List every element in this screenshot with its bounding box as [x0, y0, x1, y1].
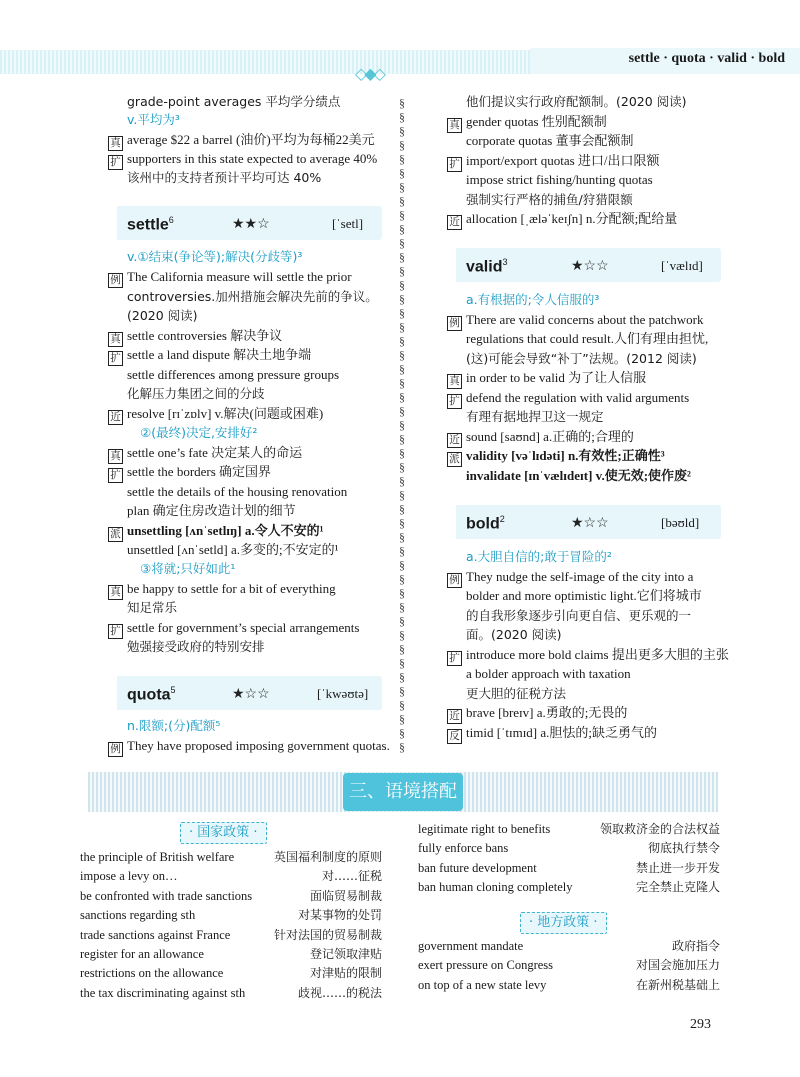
- tag-near: 近: [447, 215, 462, 230]
- example: 例 There are valid concerns about the patchwork: [447, 310, 704, 331]
- tag-real: 真: [108, 449, 123, 464]
- phrase-en: the tax discriminating against sth: [80, 985, 246, 1000]
- example-source: (2020 阅读): [127, 308, 198, 323]
- phrase-row: [80, 867, 382, 886]
- tag-ex: 例: [108, 273, 123, 288]
- phonetic: [ˈsetl]: [332, 216, 364, 231]
- phrase-row: [80, 906, 382, 925]
- entry-line: 扩 defend the regulation with valid arguments: [447, 388, 689, 409]
- phrase-cn: 对津贴的限制: [309, 966, 382, 981]
- category-tag: · 地方政策 ·: [520, 912, 607, 934]
- example: 例 The California measure will settle the prior: [108, 267, 352, 288]
- example: 例 They nudge the self-image of the city into a: [447, 567, 693, 588]
- phrase-cn: 完全禁止克隆人: [635, 880, 720, 895]
- phrase-row: [80, 887, 382, 906]
- phrase-cn: 登记领取津贴: [309, 947, 382, 961]
- word-box-settle: [117, 206, 382, 240]
- column-divider: § § § § § § § § § § § § § § § § § § § § § § § § § § § § § § § § § § § § § § § § § § § § § § §: [399, 96, 405, 754]
- entry-line: 扩 introduce more bold claims 提出更多大胆的主张: [447, 645, 729, 666]
- section-title: 三、语境搭配: [343, 773, 463, 811]
- headword: settle$^6$: [127, 215, 174, 234]
- phrase-row: [418, 859, 720, 878]
- entry-line: plan 确定住房改造计划的细节: [127, 503, 296, 518]
- tag-ext: 扩: [108, 351, 123, 366]
- tag-real: 真: [108, 136, 123, 151]
- phrase-cn: 政府指令: [671, 939, 720, 953]
- tag-ext: 扩: [108, 624, 123, 639]
- entry-line: 更大胆的征税方法: [466, 686, 567, 701]
- phrase-row: [418, 937, 720, 956]
- frequency-stars: ★☆☆: [571, 259, 609, 274]
- phrase-list-right-2: [418, 937, 720, 997]
- phrase-cn: 对国会施加压力: [635, 958, 720, 973]
- phrase-cn: 彻底执行禁令: [647, 841, 720, 856]
- entry-line: impose strict fishing/hunting quotas: [466, 172, 653, 187]
- entry-line: 强制实行严格的捕鱼/狩猎限额: [466, 192, 633, 207]
- tag-ext: 扩: [108, 468, 123, 483]
- phrase-en: impose a levy on…: [80, 869, 178, 884]
- phrase-en: register for an allowance: [80, 947, 204, 961]
- definition: n.限额;(分)配额⁵: [127, 718, 221, 733]
- tag-real: 真: [447, 118, 462, 133]
- phrase-row: [80, 984, 382, 1003]
- phrase-en: ban future development: [418, 860, 537, 875]
- tag-ex: 例: [108, 742, 123, 757]
- headword: bold$^2$: [466, 514, 505, 533]
- phonetic: [bəʊld]: [661, 515, 700, 530]
- phrase-cn: 针对法国的贸易制裁: [273, 927, 382, 942]
- phrase-row: [418, 976, 720, 995]
- entry-line: 真 settle one’s fate 决定某人的命运: [108, 443, 302, 464]
- entry-line: corporate quotas 董事会配额制: [466, 133, 634, 148]
- phrase-row: [418, 956, 720, 975]
- entry-line: 近 allocation [ˌæləˈkeɪʃn] n.分配额;配给量: [447, 209, 677, 230]
- phrase-en: government mandate: [418, 939, 524, 953]
- header-title: settle · quota · valid · bold: [628, 51, 785, 66]
- example: bolder and more optimistic light.它们将城市: [466, 588, 702, 603]
- tag-ext: 扩: [447, 651, 462, 666]
- entry-line: 近 resolve [rɪˈzɒlv] v.解决(问题或困难): [108, 404, 323, 425]
- tag-real: 真: [108, 585, 123, 600]
- entry-line: 真 average $22 a barrel (油价)平均为每桶22美元: [108, 130, 375, 151]
- headword: valid$^3$: [466, 257, 508, 276]
- example: 面。(2020 阅读): [466, 627, 562, 642]
- headword: quota$^5$: [127, 685, 176, 704]
- example: regulations that could result.人们有理由担忧,: [466, 331, 709, 346]
- entry-line: 化解压力集团之间的分歧: [127, 386, 265, 401]
- phrase-en: exert pressure on Congress: [418, 958, 554, 973]
- example: 的自我形象逐步引向更自信、更乐观的一: [466, 608, 692, 623]
- frequency-stars: ★☆☆: [232, 687, 270, 702]
- phrase-row: [80, 848, 382, 867]
- entry-line: 反 timid [ˈtɪmɪd] a.胆怯的;缺乏勇气的: [447, 723, 657, 744]
- definition: ②(最终)决定,安排好²: [140, 425, 258, 440]
- phrase-row: [80, 926, 382, 945]
- tag-ext: 扩: [108, 155, 123, 170]
- entry-line: 勉强接受政府的特别安排: [127, 639, 265, 654]
- definition: v.①结束(争论等);解决(分歧等)³: [127, 249, 303, 264]
- entry-line: 真 settle controversies 解决争议: [108, 326, 282, 347]
- phrase-cn: 面临贸易制裁: [309, 888, 382, 903]
- word-box-quota: [117, 676, 382, 710]
- phrase-en: ban human cloning completely: [418, 880, 573, 895]
- entry-line: 派 validity [vəˈlɪdəti] n.有效性;正确性³: [447, 446, 665, 467]
- phrase-row: [418, 839, 720, 858]
- definition: a.大胆自信的;敢于冒险的²: [466, 549, 612, 564]
- entry-line: 真 in order to be valid 为了让人信服: [447, 368, 646, 389]
- phrase-en: the principle of British welfare: [80, 850, 235, 864]
- phrase-cn: 在新州税基础上: [635, 977, 720, 992]
- phrase-en: restrictions on the allowance: [80, 966, 224, 981]
- phrase-cn: 英国福利制度的原则: [273, 850, 382, 864]
- tag-near: 近: [447, 433, 462, 448]
- phrase-cn: 对……征税: [321, 869, 382, 884]
- tag-near: 近: [447, 709, 462, 724]
- tag-real: 真: [447, 374, 462, 389]
- entry-line: 扩 settle the borders 确定国界: [108, 462, 271, 483]
- entry-line: 扩 settle for government’s special arrangements: [108, 618, 359, 639]
- phrase-row: [80, 945, 382, 964]
- phrase-list-left: [80, 848, 382, 1008]
- definition: a.有根据的;令人信服的³: [466, 292, 600, 307]
- entry-line: 扩 import/export quotas 进口/出口限额: [447, 151, 660, 172]
- phrase-row: [418, 820, 720, 839]
- tag-ex: 例: [447, 316, 462, 331]
- phrase-en: on top of a new state levy: [418, 977, 547, 992]
- phrase-list-right: [418, 820, 720, 900]
- phrase-en: be confronted with trade sanctions: [80, 888, 253, 903]
- phrase-en: fully enforce bans: [418, 841, 509, 856]
- phrase-en: sanctions regarding sth: [80, 908, 196, 923]
- entry-line: 知足常乐: [127, 600, 178, 615]
- entry-line: settle the details of the housing renovation: [127, 484, 348, 499]
- example: (这)可能会导致“补丁”法规。(2012 阅读): [466, 351, 697, 366]
- phrase-row: [80, 964, 382, 983]
- word-box-valid: [456, 248, 721, 282]
- entry-line: unsettled [ʌnˈsetld] a.多变的;不安定的¹: [127, 542, 339, 557]
- tag-anti: 反: [447, 729, 462, 744]
- phrase-cn: 歧视……的税法: [297, 985, 382, 1000]
- entry-line: 有理有据地捍卫这一规定: [466, 409, 604, 424]
- phrase-row: [418, 878, 720, 897]
- entry-line: 近 sound [saʊnd] a.正确的;合理的: [447, 427, 634, 448]
- entry-line: settle differences among pressure groups: [127, 367, 340, 382]
- phonetic: [ˈvælɪd]: [661, 258, 703, 273]
- category-tag: · 国家政策 ·: [180, 822, 267, 844]
- phrase-cn: 对某事物的处罚: [297, 908, 382, 923]
- tag-der: 派: [447, 452, 462, 467]
- tag-ext: 扩: [447, 394, 462, 409]
- phrase-cn: 禁止进一步开发: [635, 860, 720, 875]
- phrase-cn: 领取救济金的合法权益: [599, 822, 720, 836]
- entry-line: grade-point averages 平均学分绩点: [127, 94, 341, 109]
- header-ornament: ◇◆◇: [355, 66, 383, 83]
- tag-real: 真: [108, 332, 123, 347]
- example: controversies.加州措施会解决先前的争议。: [127, 289, 378, 304]
- definition: ③将就;只好如此¹: [140, 561, 236, 576]
- tag-near: 近: [108, 410, 123, 425]
- entry-line: 真 be happy to settle for a bit of everything: [108, 579, 336, 600]
- word-box-bold: [456, 505, 721, 539]
- frequency-stars: ★★☆: [232, 217, 270, 232]
- phrase-en: trade sanctions against France: [80, 927, 231, 942]
- entry-line: 近 brave [breɪv] a.勇敢的;无畏的: [447, 703, 627, 724]
- definition: v.平均为³: [127, 112, 180, 127]
- entry-line: 扩 supporters in this state expected to average 40%: [108, 149, 377, 170]
- frequency-stars: ★☆☆: [571, 516, 609, 531]
- tag-ex: 例: [447, 573, 462, 588]
- example: 他们提议实行政府配额制。(2020 阅读): [466, 94, 687, 109]
- entry-line: invalidate [ɪnˈvælɪdeɪt] v.使无效;使作废²: [466, 468, 691, 483]
- entry-line: 真 gender quotas 性别配额制: [447, 112, 607, 133]
- entry-line: 该州中的支持者预计平均可达 40%: [127, 170, 322, 185]
- entry-line: 派 unsettling [ʌnˈsetlɪŋ] a.令人不安的¹: [108, 521, 324, 542]
- phrase-en: legitimate right to benefits: [418, 822, 551, 836]
- entry-line: a bolder approach with taxation: [466, 666, 631, 681]
- tag-der: 派: [108, 527, 123, 542]
- tag-ext: 扩: [447, 157, 462, 172]
- page-number: 293: [690, 1017, 711, 1032]
- example: 例 They have proposed imposing government quotas.: [108, 736, 390, 757]
- entry-line: 扩 settle a land dispute 解决土地争端: [108, 345, 311, 366]
- phonetic: [ˈkwəʊtə]: [317, 686, 369, 701]
